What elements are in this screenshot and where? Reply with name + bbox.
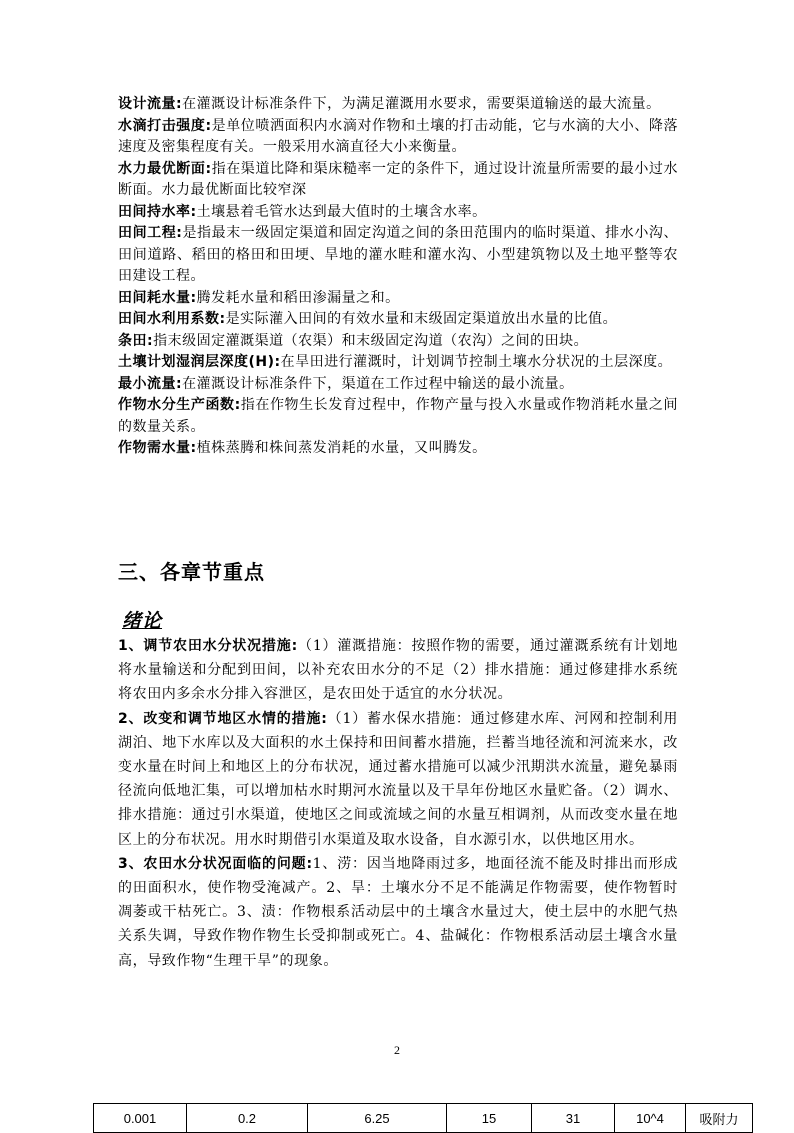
table-cell: 15: [447, 1104, 532, 1133]
key-point: 3、农田水分状况面临的问题:1、涝：因当地降雨过多，地面径流不能及时排出而形成的田面积水，使作物受淹减产。2、旱：土壤水分不足不能满足作物需要，使作物暂时凋萎或干枯死亡。3、渍：作物根系活动层中的土壤含水量过大，使土层中的水肥气热关系失调，导致作物作物生长受抑制或死亡。4、盐碱化：作物根系活动层土壤含水量高，导致作物“生理干旱”的现象。: [118, 855, 678, 969]
definition-item: 最小流量:在灌溉设计标准条件下，渠道在工作过程中输送的最小流量。: [118, 375, 574, 392]
definition-item: 条田:指末级固定灌溉渠道（农渠）和末级固定沟道（农沟）之间的田块。: [118, 332, 589, 349]
definition-item: 水力最优断面:指在渠道比降和渠床糙率一定的条件下，通过设计流量所需要的最小过水断面。水力最优断面比较窄深: [118, 160, 678, 198]
definition-item: 作物水分生产函数:指在作物生长发育过程中，作物产量与投入水量或作物消耗水量之间的数量关系。: [118, 397, 678, 435]
page-number: 2: [394, 1043, 400, 1057]
table-cell: 6.25: [308, 1104, 447, 1133]
definition-item: 田间持水率:土壤悬着毛管水达到最大值时的土壤含水率。: [118, 203, 487, 220]
subsection-title: 绪论: [122, 610, 163, 632]
table-cell: 0.001: [94, 1104, 187, 1133]
table-cell: 0.2: [187, 1104, 308, 1133]
definition-item: 设计流量:在灌溉设计标准条件下，为满足灌溉用水要求，需要渠道输送的最大流量。: [118, 96, 661, 112]
table-cell: 吸附力: [686, 1104, 753, 1133]
definition-item: 水滴打击强度:是单位喷洒面积内水滴对作物和土壤的打击动能，它与水滴的大小、降落速度及密集程度有关。一般采用水滴直径大小来衡量。: [118, 117, 678, 155]
definition-item: 田间工程:是指最末一级固定渠道和固定沟道之间的条田范围内的临时渠道、排水小沟、田间道路、稻田的格田和田埂、旱地的灌水畦和灌水沟、小型建筑物以及土地平整等农田建设工程。: [118, 225, 678, 284]
table-cell: 10^4: [615, 1104, 686, 1133]
table-cell: 31: [532, 1104, 615, 1133]
definitions-block: [118, 94, 678, 460]
definition-item: 田间耗水量:腾发耗水量和稻田渗漏量之和。: [118, 289, 400, 306]
definition-item: 作物需水量:植株蒸腾和株间蒸发消耗的水量，又叫腾发。: [118, 440, 487, 456]
table-row: [94, 1104, 753, 1133]
key-points-block: [118, 634, 678, 973]
data-table-fragment: [93, 1103, 753, 1133]
section-title: 三、各章节重点: [118, 560, 265, 584]
key-point: 2、改变和调节地区水情的措施:（1）蓄水保水措施：通过修建水库、河网和控制利用湖泊、地下水库以及大面积的水土保持和田间蓄水措施，拦蓄当地径流和河流来水，改变水量在时间上和地区上的分布状况，通过蓄水措施可以减少汛期洪水流量，避免暴雨径流向低地汇集，可以增加枯水时期河水流量以及干旱年份地区水量贮备。（2）调水、排水措施：通过引水渠道，使地区之间或流域之间的水量互相调剂，从而改变水量在地区上的分布状况。用水时期借引水渠道及取水设备，自水源引水，以供地区用水。: [118, 710, 678, 848]
definition-item: 土壤计划湿润层深度(H):在旱田进行灌溉时，计划调节控制土壤水分状况的土层深度。: [118, 354, 673, 370]
key-point: 1、调节农田水分状况措施:（1）灌溉措施：按照作物的需要，通过灌溉系统有计划地将水量输送和分配到田间，以补充农田水分的不足（2）排水措施：通过修建排水系统将农田内多余水分排入容泄区，是农田处于适宜的水分状况。: [118, 638, 678, 703]
definition-item: 田间水利用系数:是实际灌入田间的有效水量和末级固定渠道放出水量的比值。: [118, 311, 618, 327]
